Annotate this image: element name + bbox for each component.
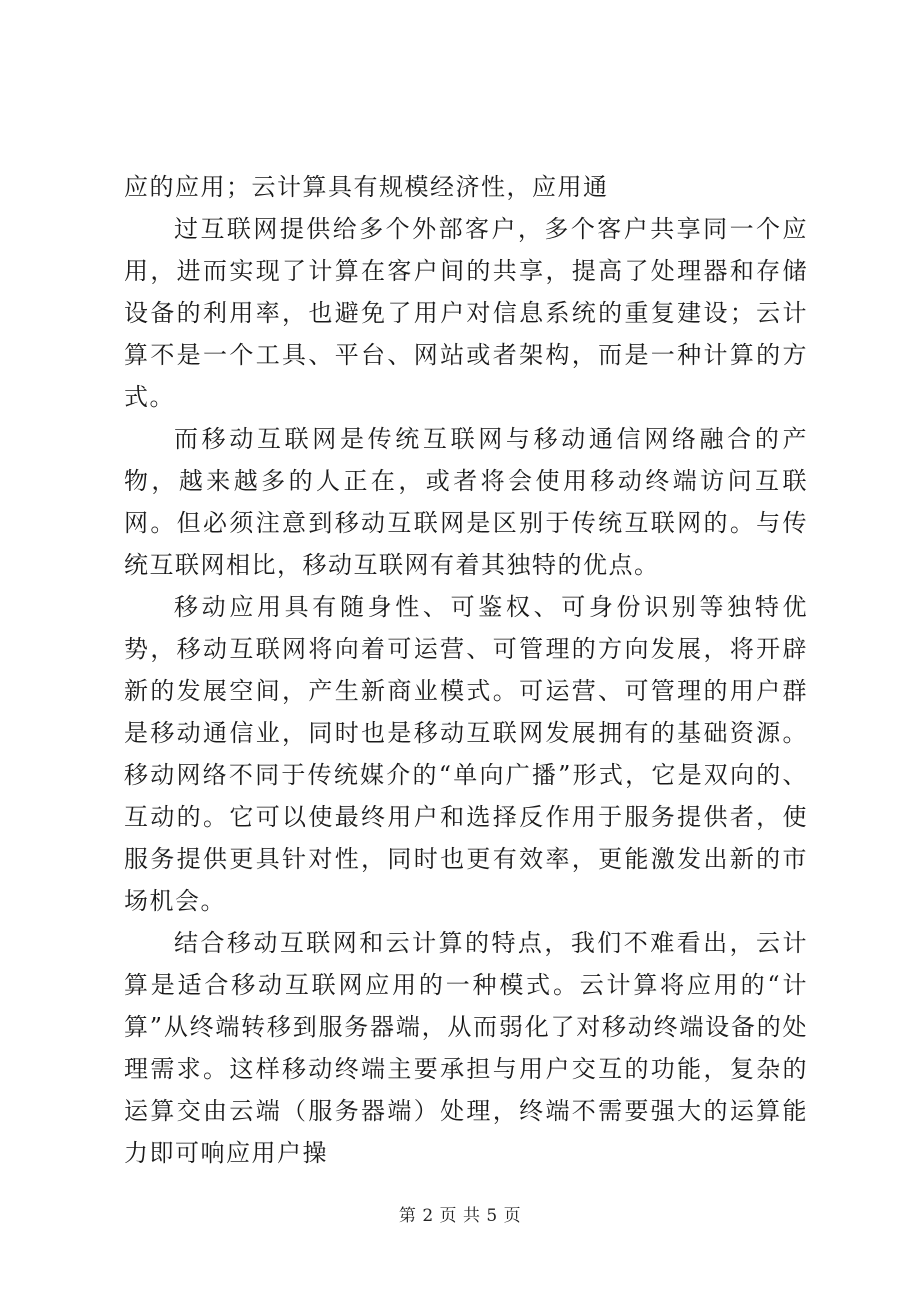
paragraph-combination: 结合移动互联网和云计算的特点，我们不难看出，云计算是适合移动互联网应用的一种模式。云计算将应用的“计算”从终端转移到服务器端，从而弱化了对移动终端设备的处理需求。这样移动终端主要承担与用户交互的功能，复杂的运算交由云端（服务器端）处理，终端不需要强大的运算能力即可响应用户操: [124, 929, 808, 1167]
paragraph-mobile-applications: 移动应用具有随身性、可鉴权、可身份识别等独特优势，移动互联网将向着可运营、可管理的方向发展，将开辟新的发展空间，产生新商业模式。可运营、可管理的用户群是移动通信业，同时也是移动互联网发展拥有的基础资源。移动网络不同于传统媒介的“单向广播”形式，它是双向的、互动的。它可以使最终用户和选择反作用于服务提供者，使服务提供更具针对性，同时也更有效率，更能激发出新的市场机会。: [124, 593, 808, 915]
paragraph-cloud-computing: 过互联网提供给多个外部客户，多个客户共享同一个应用，进而实现了计算在客户间的共享，提高了处理器和存储设备的利用率，也避免了用户对信息系统的重复建设；云计算不是一个工具、平台、网站或者架构，而是一种计算的方式。: [124, 215, 808, 411]
paragraph-continuation: 应的应用；云计算具有规模经济性，应用通: [124, 173, 609, 201]
document-body: [124, 166, 808, 1174]
paragraph-mobile-internet: 而移动互联网是传统互联网与移动通信网络融合的产物，越来越多的人正在，或者将会使用移动终端访问互联网。但必须注意到移动互联网是区别于传统互联网的。与传统互联网相比，移动互联网有着其独特的优点。: [124, 425, 808, 579]
page-number-footer: 第 2 页 共 5 页: [398, 1206, 522, 1226]
